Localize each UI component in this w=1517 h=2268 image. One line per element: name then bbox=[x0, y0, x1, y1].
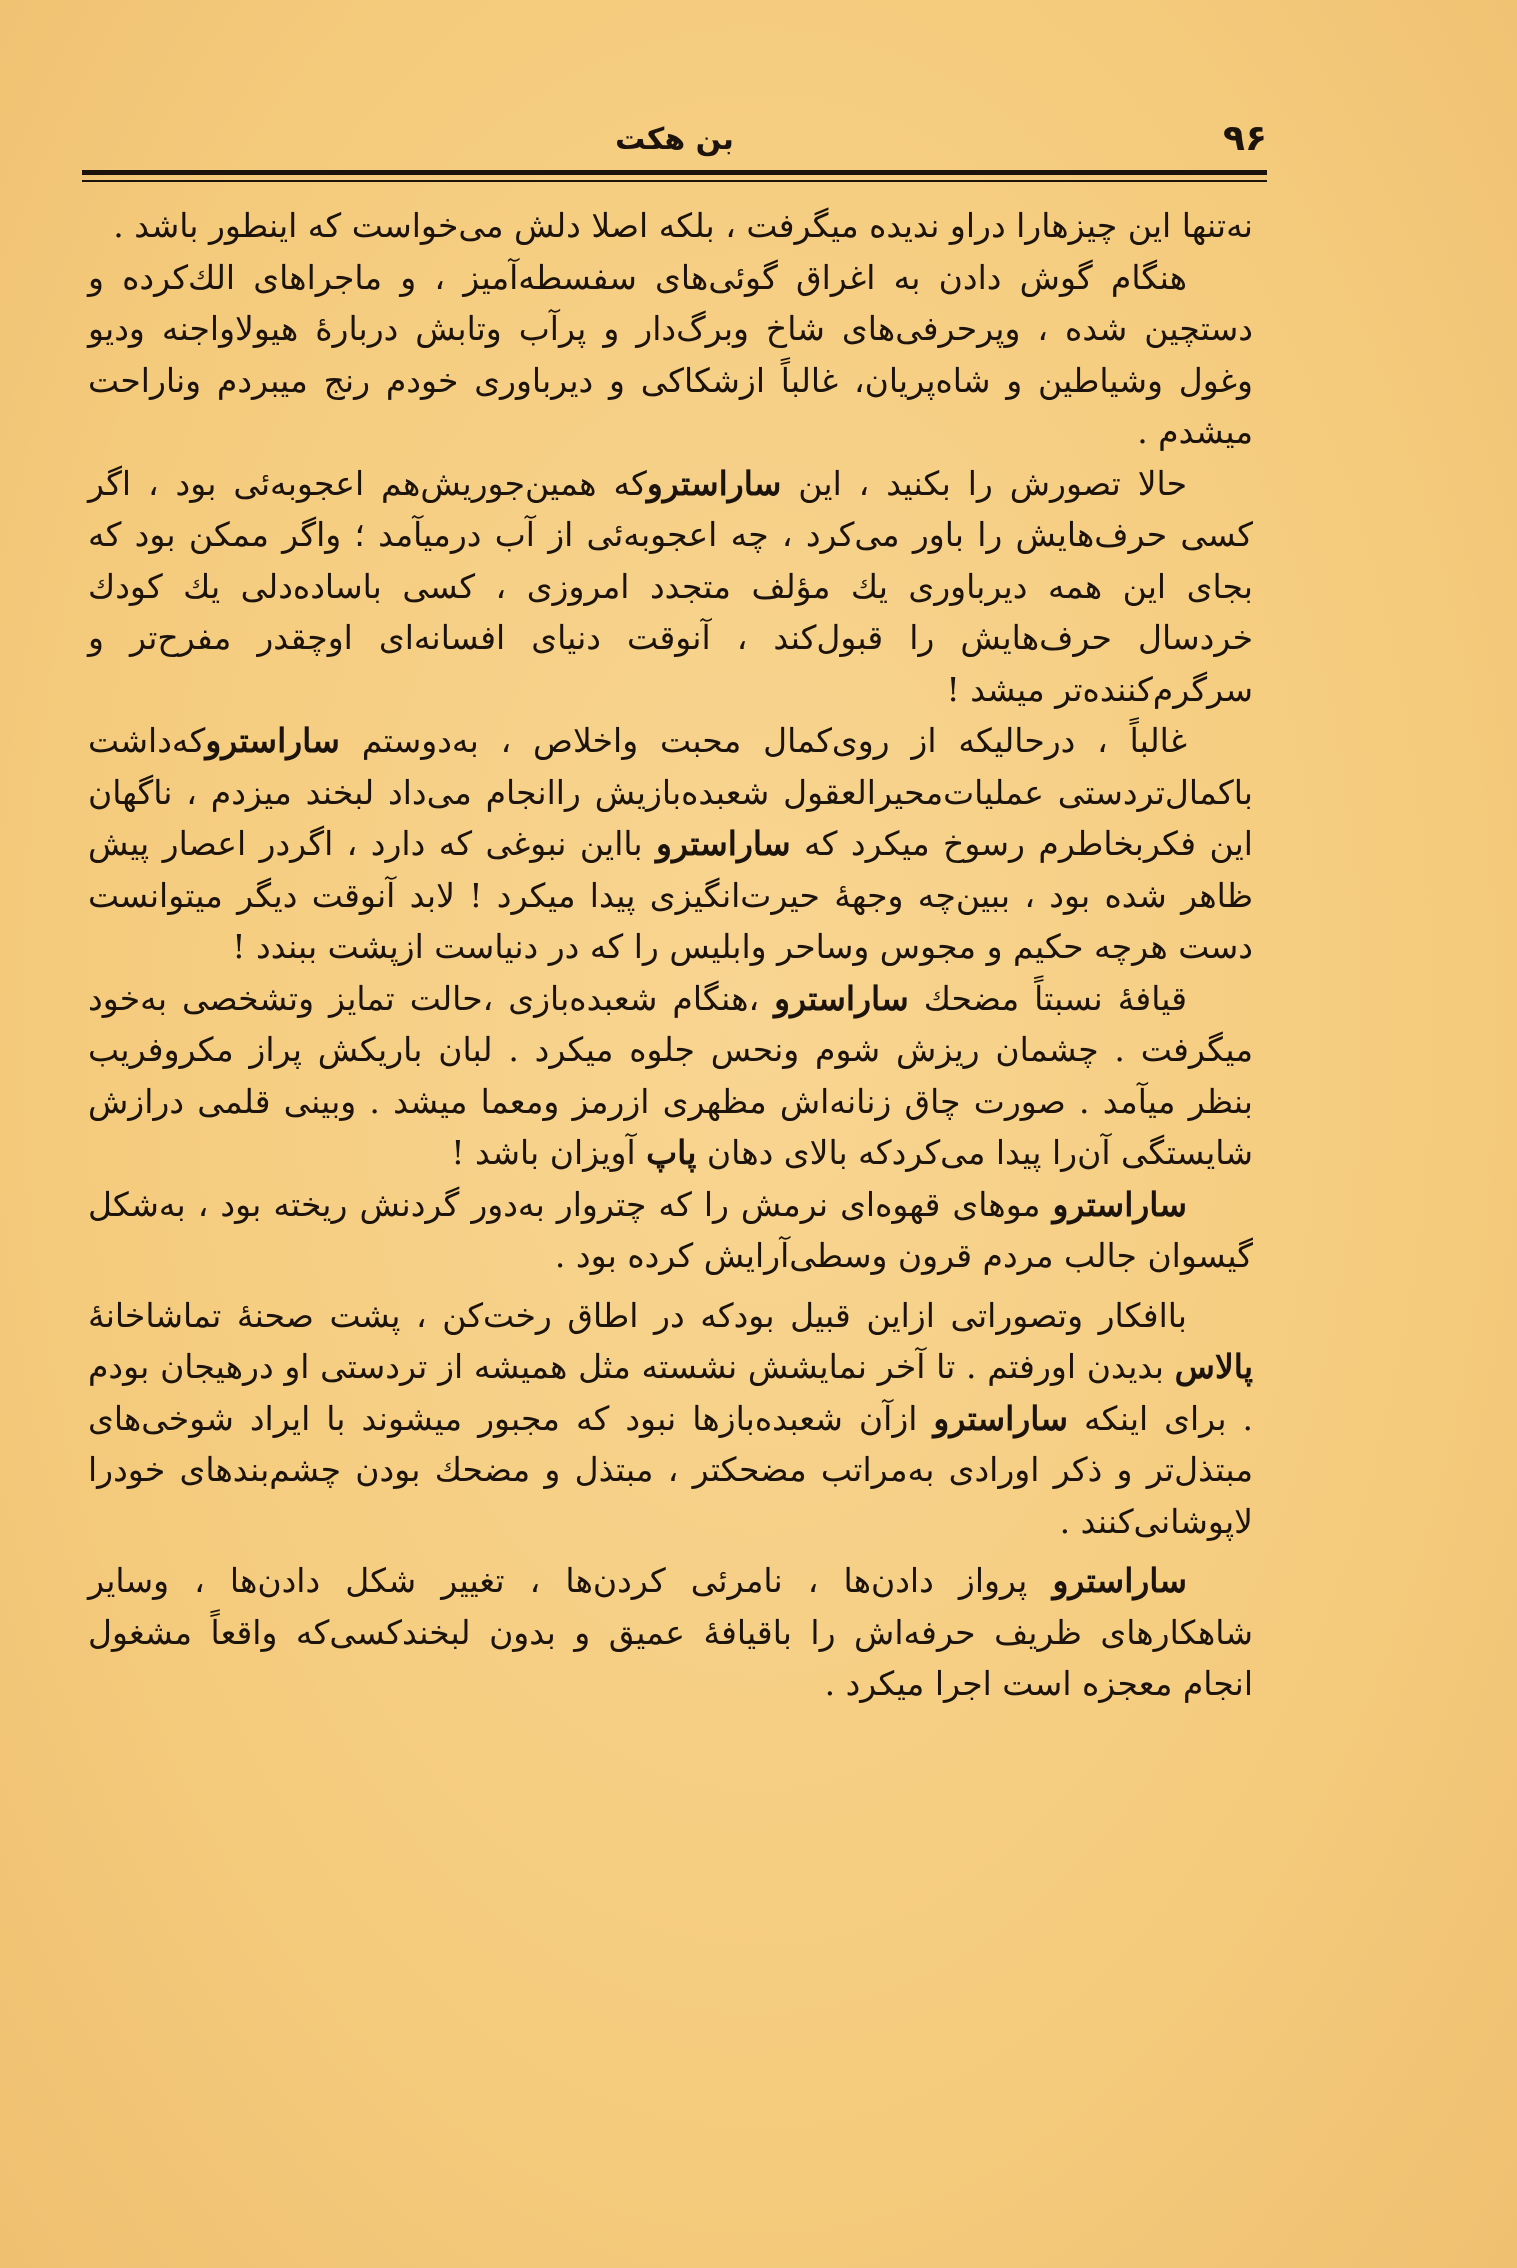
paragraph bbox=[88, 200, 1253, 252]
bold-name: ساراسترو bbox=[1052, 1561, 1187, 1600]
text-run: قیافهٔ نسبتاً مضحك bbox=[908, 978, 1187, 1018]
page-header bbox=[82, 118, 1267, 164]
text-run: پرواز دادن‌ها ، نامرئی کردن‌ها ، تغییر شکل دادن‌ها ، وسایر شاهکارهای ظریف حرفه‌اش را باقیافهٔ عمیق و بدون لبخندکسی‌که واقعاً مشغول انجام معجزه است اجرا میکرد . bbox=[88, 1561, 1253, 1703]
text-run: نه‌تنها این چیزهارا دراو ندیده میگرفت ، بلکه اصلا دلش می‌خواست که اینطور باشد . bbox=[113, 206, 1253, 245]
bold-name: ساراسترو bbox=[646, 463, 782, 503]
paragraph bbox=[88, 715, 1253, 973]
page-number: ۹۶ bbox=[1223, 118, 1267, 159]
bold-name: ساراسترو bbox=[205, 721, 340, 760]
paragraph bbox=[88, 1290, 1253, 1548]
paragraph bbox=[88, 1555, 1253, 1710]
bold-name: پالاس bbox=[1174, 1347, 1253, 1386]
bold-name: ساراسترو bbox=[933, 1398, 1068, 1438]
text-run: بااین نبوغی که دارد ، اگردر اعصار پیش ظاهر شده بود ، ببین‌چه وجههٔ حیرت‌انگیزی پیدا میکرد ! لابد آنوقت دیگر میتوانست دست هرچه حکیم و مجوس وساحر وابلیس را که در دنیاست ازپشت ببندد ! bbox=[88, 824, 1253, 966]
paragraph bbox=[88, 973, 1253, 1179]
body-text bbox=[88, 200, 1253, 1710]
running-title: بن هکت bbox=[615, 122, 734, 157]
text-run: بدیدن اورفتم . تا آخر نمایشش نشسته مثل همیشه از تردستی او درهیجان بودم . برای اینکه bbox=[88, 1347, 1254, 1438]
text-run: حالا تصورش را بکنید ، این bbox=[781, 463, 1187, 503]
paragraph bbox=[88, 1179, 1253, 1282]
text-run: غالباً ، درحالیکه از روی‌کمال محبت واخلاص ، به‌دوستم bbox=[339, 721, 1187, 760]
text-run: آویزان باشد ! bbox=[451, 1133, 647, 1172]
header-rule-thin bbox=[82, 180, 1267, 182]
text-run: که همین‌جوریش‌هم اعجوبه‌ئی بود ، اگر کسی حرف‌هایش را باور می‌کرد ، چه اعجوبه‌ئی از آب درمیآمد ؛ واگر ممکن بود که بجای این همه دیرباوری یك مؤلف متجدد امروزی ، کسی باساده‌دلی یك کودك خردسال حرف‌هایش را قبول‌کند ، آنوقت دنیای افسانه‌ای اوچقدر مفرح‌تر و سرگرم‌کننده‌تر میشد ! bbox=[88, 463, 1253, 709]
bold-name: پاپ bbox=[646, 1133, 697, 1172]
paragraph bbox=[88, 458, 1253, 716]
text-run: ،هنگام شعبده‌بازی ،حالت تمایز وتشخصی به‌خود میگرفت . چشمان ریزش شوم ونحس جلوه میکرد . لبان باریکش پراز مکروفریب بنظر میآمد . صورت چاق زنانه‌اش مظهری ازرمز ومعما میشد . وبینی قلمی درازش شایستگی آن‌را پیدا می‌کردکه بالای دهان bbox=[88, 978, 1253, 1172]
text-run: هنگام گوش دادن به اغراق گوئی‌های سفسطه‌آمیز ، و ماجراهای الك‌کرده و دستچین شده ، وپرحرفی‌های شاخ وبرگ‌دار و پرآب وتابش دربارهٔ هیولاواجنه ودیو وغول وشیاطین و شاه‌پریان، غالباً ازشکاکی و دیرباوری خودم رنج میبردم وناراحت میشدم . bbox=[88, 257, 1253, 451]
header-rule-thick bbox=[82, 170, 1267, 175]
paragraph bbox=[88, 252, 1253, 458]
bold-name: ساراسترو bbox=[1052, 1184, 1187, 1224]
bold-name: ساراسترو bbox=[774, 978, 909, 1018]
bold-name: ساراسترو bbox=[656, 824, 791, 863]
text-run: موهای قهوه‌ای نرمش را که چتروار به‌دور گردنش ریخته بود ، به‌شکل گیسوان جالب مردم قرون وسطی‌آرایش کرده بود . bbox=[88, 1184, 1253, 1275]
text-run: که‌داشت باکمال‌تردستی عملیات‌محیرالعقول شعبده‌بازیش راانجام می‌داد لبخند میزدم ، ناگهان این فکربخاطرم رسوخ میکرد که bbox=[88, 721, 1253, 863]
text-run: ازآن شعبده‌بازها نبود که مجبور میشوند با ایراد شوخی‌های مبتذل‌تر و ذکر اورادی به‌مراتب مضحکتر ، مبتذل و مضحك بودن چشم‌بندهای خودرا لاپوشانی‌کنند . bbox=[88, 1398, 1253, 1541]
text-run: باافکار وتصوراتی ازاین قبیل بودکه در اطاق رخت‌کن ، پشت صحنهٔ تماشاخانهٔ bbox=[88, 1295, 1187, 1335]
